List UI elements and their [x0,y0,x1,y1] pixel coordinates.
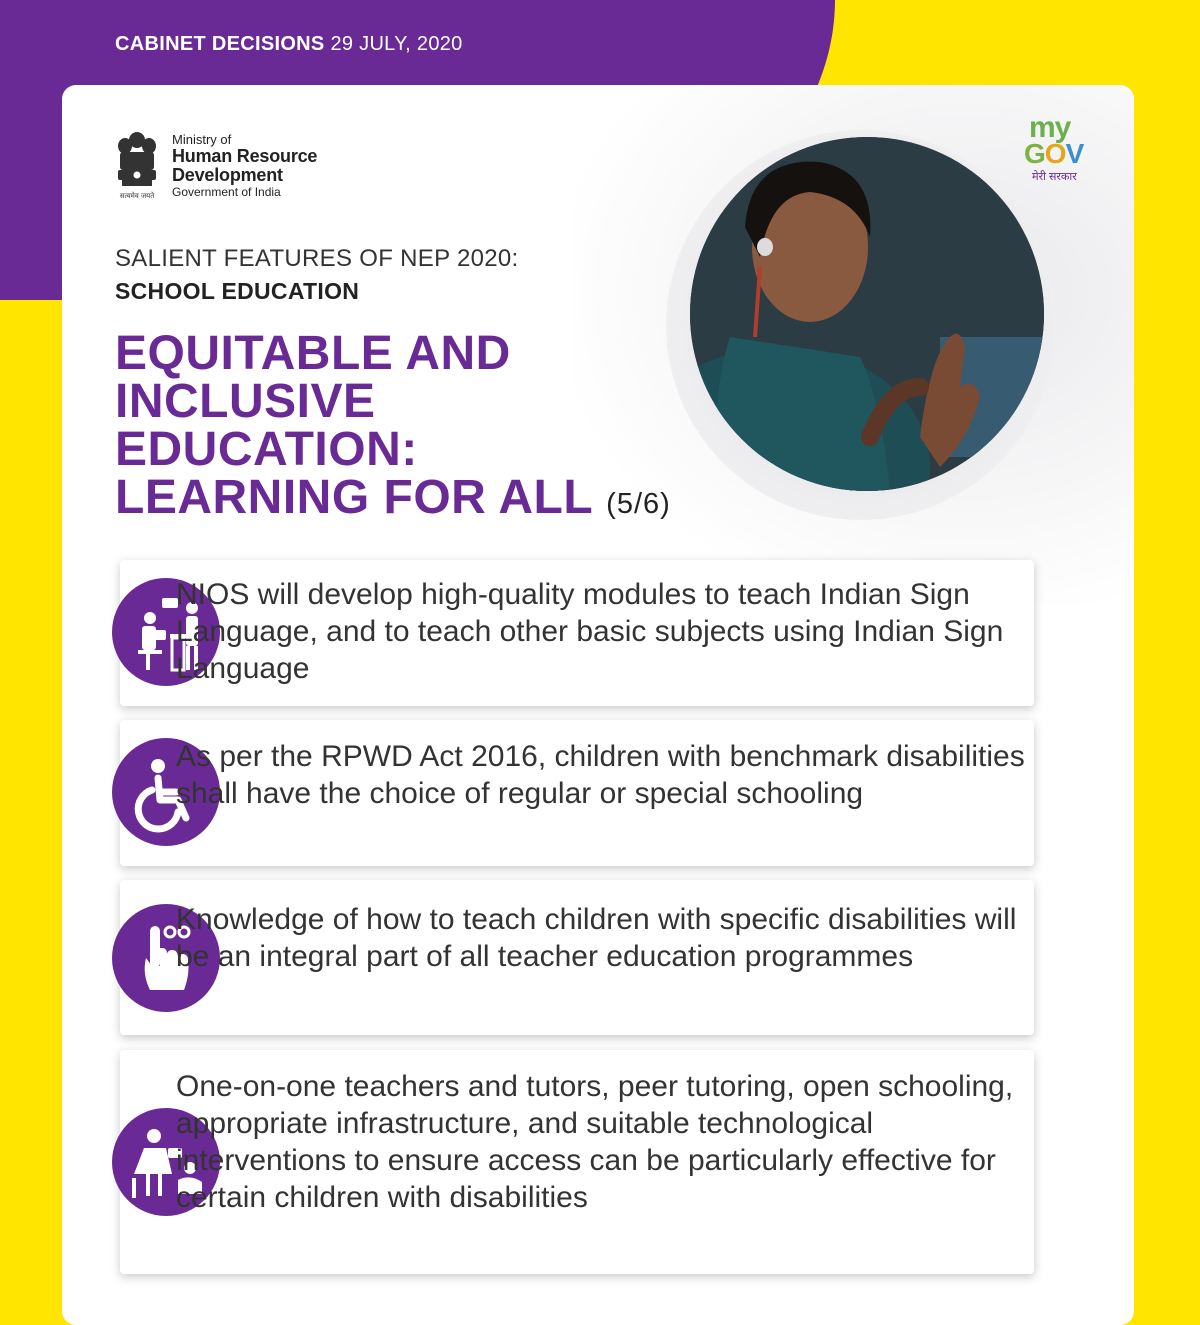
header-date: 29 JULY, 2020 [330,33,463,55]
page-indicator: (5/6) [606,488,671,520]
mygov-g: G [1024,138,1045,169]
school-education-label: SCHOOL EDUCATION [115,278,360,304]
ministry-line3: Development [172,164,283,185]
cabinet-decisions-header [115,33,463,56]
mygov-logo [1024,111,1104,184]
title-line-3: EDUCATION: [115,423,418,476]
mygov-v: V [1065,138,1084,169]
ministry-line2: Human Resource [172,145,318,166]
mygov-my: my [1029,111,1071,144]
mygov-tagline: मेरी सरकार [1032,171,1077,183]
page-title [115,327,755,528]
title-line-2: INCLUSIVE [115,375,376,428]
title-line-4-text: LEARNING FOR ALL [115,471,593,524]
title-line-1: EQUITABLE AND [115,327,511,380]
feature-text-1: NIOS will develop high-quality modules to teach Indian Sign Language, and to teach other basic subjects using Indian Sign Language [176,578,1004,685]
national-emblem-icon [112,130,162,202]
mygov-o: O [1044,138,1066,169]
ministry-line1: Ministry of [172,132,232,147]
title-line-4 [115,471,755,528]
ministry-line4: Government of India [172,185,281,200]
feature-text-3: Knowledge of how to teach children with specific disabilities will be an integral part of all teacher education programmes [176,903,1017,973]
header-label: CABINET DECISIONS [115,33,325,55]
salient-features-label: SALIENT FEATURES OF NEP 2020: [115,245,519,272]
mygov-gov [1024,138,1104,169]
feature-text-4: One-on-one teachers and tutors, peer tutoring, open schooling, appropriate infrastructure, and suitable technological interventions to ensure access can be particularly effective for certain children with disabilities [176,1070,1014,1214]
ministry-logo-text [172,133,317,199]
feature-text-2: As per the RPWD Act 2016, children with benchmark disabilities shall have the choice of regular or special schooling [176,740,1025,810]
emblem-motto: सत्यमेव जयते [119,192,155,200]
